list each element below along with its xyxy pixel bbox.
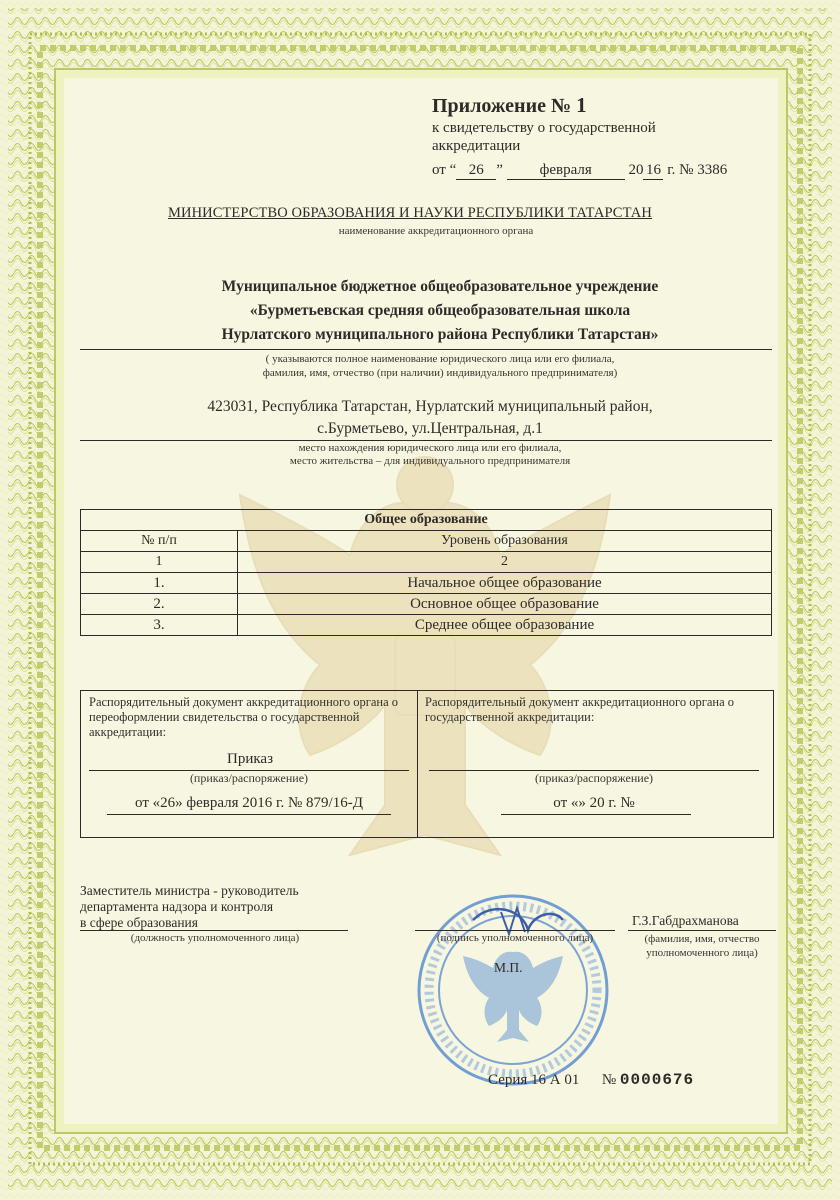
- signature-underline: [415, 930, 615, 931]
- official-seal-stamp: [413, 890, 613, 1090]
- position-line-2: департамента надзора и контроля: [80, 899, 274, 914]
- organization-caption: [150, 352, 730, 380]
- subtitle-line-2: аккредитации: [432, 138, 521, 154]
- address-caption-line-1: место нахождения юридического лица или его филиала,: [298, 442, 562, 454]
- official-position: [80, 883, 299, 931]
- left-doc-heading: Распорядительный документ аккредитационного органа о переоформлении свидетельства о государственной аккредитации:: [89, 695, 398, 739]
- address-caption: [180, 442, 680, 468]
- education-levels-table: [80, 509, 772, 636]
- address-underline: [80, 440, 772, 441]
- official-name-caption-line-1: (фамилия, имя, отчество: [644, 933, 760, 945]
- appendix-title: [432, 93, 587, 118]
- signature-caption: (подпись уполномоченного лица): [436, 932, 594, 944]
- row-number: 1.: [81, 573, 238, 594]
- box-divider: [417, 691, 418, 837]
- position-line-1: Заместитель министра - руководитель: [80, 883, 299, 898]
- column-index-2: 2: [238, 552, 772, 573]
- left-doc-date-underline: [107, 814, 391, 815]
- table-index-row: [81, 552, 772, 573]
- authority-caption: наименование аккредитационного органа: [338, 225, 534, 237]
- appendix-subtitle: [432, 119, 656, 155]
- administrative-documents-box: [80, 690, 774, 838]
- number-label: г. №: [667, 162, 694, 178]
- serial-number: 0000676: [619, 1071, 695, 1089]
- organization-line-2: «Бурметьевская средняя общеобразовательная школа: [249, 302, 631, 319]
- row-number: 3.: [81, 615, 238, 636]
- authority-name: МИНИСТЕРСТВО ОБРАЗОВАНИЯ И НАУКИ РЕСПУБЛИКИ ТАТАРСТАН: [168, 205, 652, 221]
- table-header-row: [81, 531, 772, 552]
- organization-underline: [80, 349, 772, 350]
- address-line-1: 423031, Республика Татарстан, Нурлатский муниципальный район,: [207, 398, 653, 415]
- appendix-number: 1: [576, 93, 587, 117]
- right-doc-caption: (приказ/распоряжение): [534, 771, 654, 785]
- address-caption-line-2: место жительства – для индивидуального предпринимателя: [289, 455, 571, 467]
- subtitle-line-1: к свидетельству о государственной: [432, 120, 656, 136]
- column-header-level: Уровень образования: [238, 531, 772, 552]
- official-name-caption-line-2: уполномоченного лица): [646, 947, 758, 959]
- position-line-3: в сфере образования: [80, 915, 198, 930]
- seal-label: М.П.: [494, 960, 523, 975]
- date-mid: ”: [496, 162, 503, 178]
- organization-line-3: Нурлатского муниципального района Республики Татарстан»: [221, 326, 659, 343]
- appendix-date-line: [432, 162, 727, 180]
- row-level: Основное общее образование: [238, 594, 772, 615]
- right-doc-heading: Распорядительный документ аккредитационного органа о государственной аккредитации:: [425, 695, 734, 724]
- column-index-1: 1: [81, 552, 238, 573]
- position-caption: (должность уполномоченного лица): [130, 932, 300, 944]
- left-doc-caption: (приказ/распоряжение): [189, 771, 309, 785]
- date-prefix: от “: [432, 162, 457, 178]
- table-title: Общее образование: [81, 510, 772, 531]
- address-line-2: с.Бурметьево, ул.Центральная, д.1: [317, 420, 543, 437]
- right-doc-date-underline: [501, 814, 691, 815]
- table-row: [81, 594, 772, 615]
- official-name: Г.З.Габдрахманова: [632, 913, 739, 928]
- right-doc-date: от «» 20 г. №: [553, 795, 635, 811]
- appendix-title-label: Приложение №: [432, 95, 572, 117]
- organization-name: [150, 275, 730, 347]
- left-doc-date: от «26» февраля 2016 г. № 879/16-Д: [135, 795, 363, 811]
- address: [170, 396, 690, 440]
- row-number: 2.: [81, 594, 238, 615]
- table-title-row: [81, 510, 772, 531]
- form-serial: [488, 1071, 694, 1089]
- year-suffix: 16: [643, 162, 663, 180]
- table-row: [81, 573, 772, 594]
- column-header-number: № п/п: [81, 531, 238, 552]
- organization-line-1: Муниципальное бюджетное общеобразовательное учреждение: [221, 278, 659, 295]
- official-name-caption: [612, 932, 792, 960]
- date-day: 26: [456, 162, 496, 180]
- table-row: [81, 615, 772, 636]
- organization-caption-line-1: ( указываются полное наименование юридического лица или его филиала,: [265, 353, 615, 365]
- position-underline: [80, 930, 348, 931]
- serial-number-label: №: [601, 1072, 617, 1088]
- series-label: Серия 16 А 01: [488, 1072, 580, 1088]
- organization-caption-line-2: фамилия, имя, отчество (при наличии) индивидуального предпринимателя): [262, 367, 618, 379]
- year-prefix: 20: [628, 162, 644, 178]
- left-doc-type: Приказ: [227, 751, 274, 767]
- row-level: Среднее общее образование: [238, 615, 772, 636]
- date-month: февраля: [507, 162, 625, 180]
- row-level: Начальное общее образование: [238, 573, 772, 594]
- official-name-underline: [628, 930, 776, 931]
- certificate-number: 3386: [697, 162, 728, 178]
